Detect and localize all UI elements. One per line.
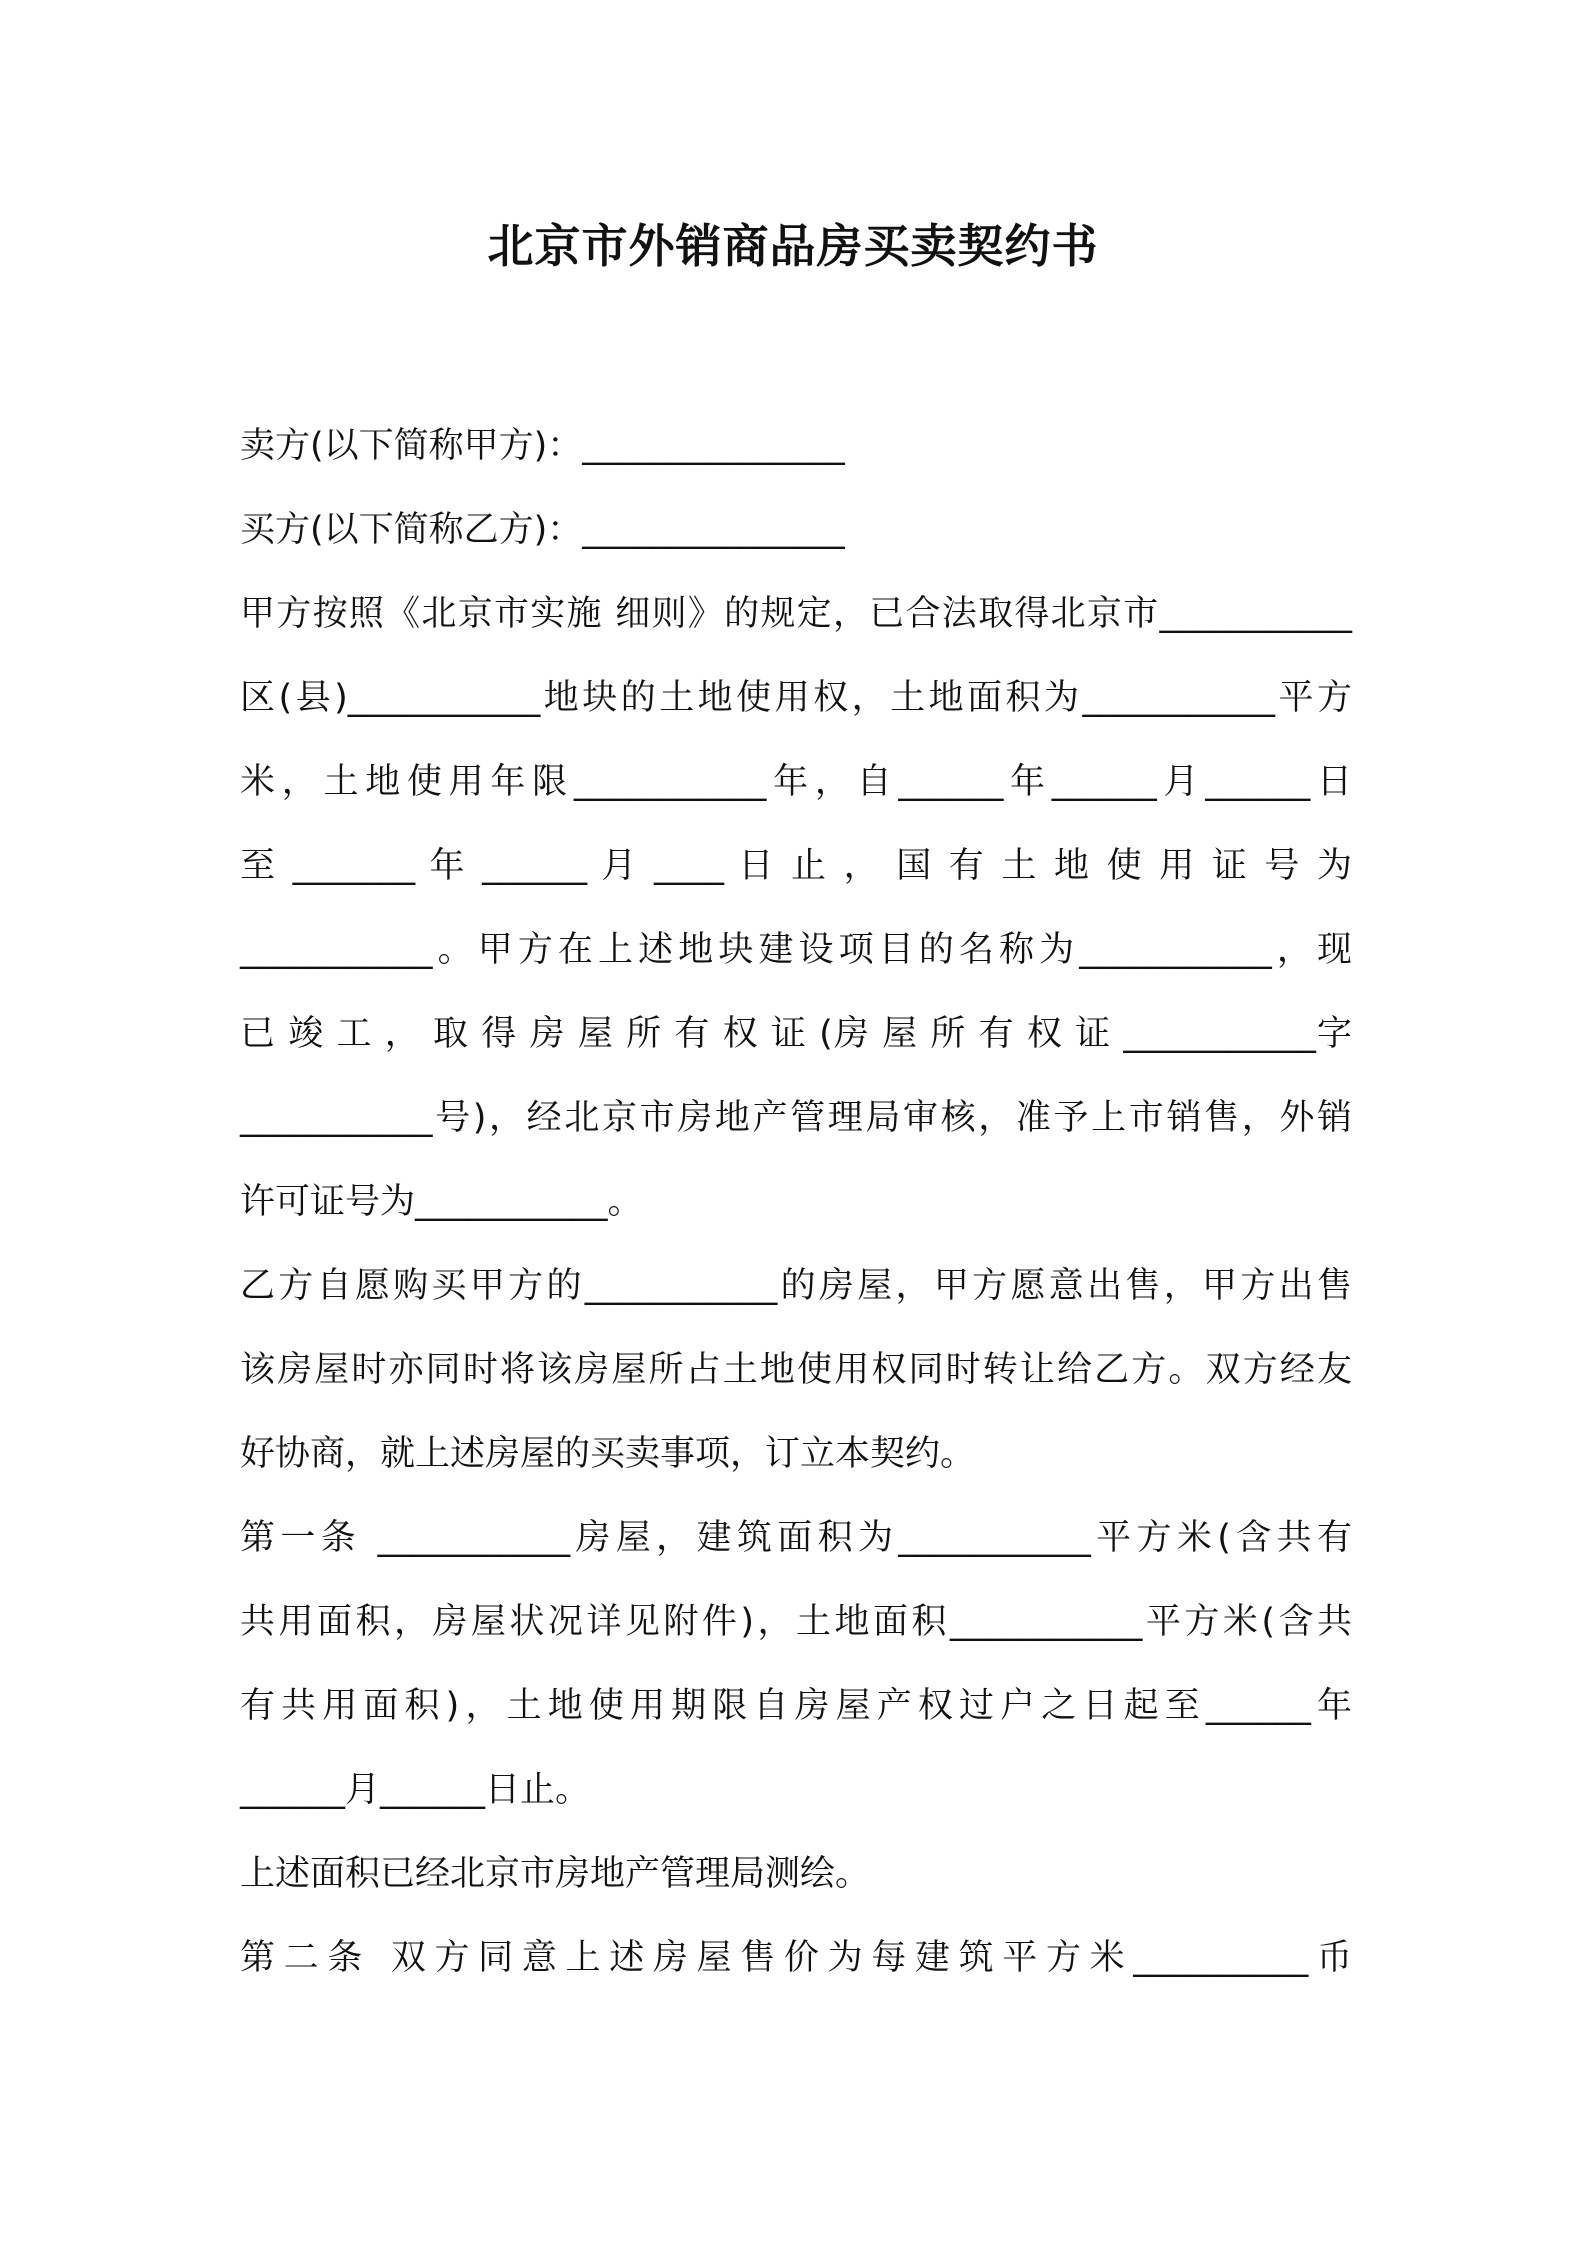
contract-line: 区(县)___________地块的土地使用权，土地面积为___________平方 <box>240 678 1352 718</box>
contract-line: ___________号)，经北京市房地产管理局审核，准予上市销售，外销 <box>240 1098 1352 1138</box>
contract-line: 共用面积，房屋状况详见附件)，土地面积___________平方米(含共 <box>240 1602 1352 1642</box>
contract-line: 第二条 双方同意上述房屋售价为每建筑平方米__________币 <box>240 1938 1352 1978</box>
contract-line: 已 竣 工 ， 取 得 房 屋 所 有 权 证 (房 屋 所 有 权 证 ___________字 <box>240 1014 1352 1054</box>
contract-line: 买方(以下简称乙方)：_______________ <box>240 510 845 550</box>
contract-line: 至 _______ 年 ______ 月 ____ 日 止 ， 国 有 土 地 使 用 证 号 为 <box>240 846 1352 886</box>
contract-line: 好协商，就上述房屋的买卖事项，订立本契约。 <box>240 1434 976 1474</box>
contract-line: 乙方自愿购买甲方的___________的房屋，甲方愿意出售，甲方出售 <box>240 1266 1352 1306</box>
contract-line: 许可证号为___________。 <box>240 1182 643 1222</box>
contract-line: 该房屋时亦同时将该房屋所占土地使用权同时转让给乙方。双方经友 <box>240 1350 1352 1390</box>
contract-line: 有共用面积)，土地使用期限自房屋产权过户之日起至______年 <box>240 1686 1352 1726</box>
contract-line: ___________。甲方在上述地块建设项目的名称为___________，现 <box>240 930 1352 970</box>
contract-line: 米，土地使用年限___________年，自______年______月______日 <box>240 762 1352 802</box>
contract-line: 甲方按照《北京市实施 细则》的规定，已合法取得北京市___________ <box>240 594 1352 634</box>
contract-line: 卖方(以下简称甲方)：_______________ <box>240 426 845 466</box>
document-body <box>240 404 1352 2000</box>
contract-line: 第一条 ___________房屋，建筑面积为___________平方米(含共有 <box>240 1518 1352 1558</box>
contract-line: 上述面积已经北京市房地产管理局测绘。 <box>240 1854 871 1894</box>
document-title: 北京市外销商品房买卖契约书 <box>487 219 1099 273</box>
contract-line: ______月______日止。 <box>240 1770 591 1810</box>
